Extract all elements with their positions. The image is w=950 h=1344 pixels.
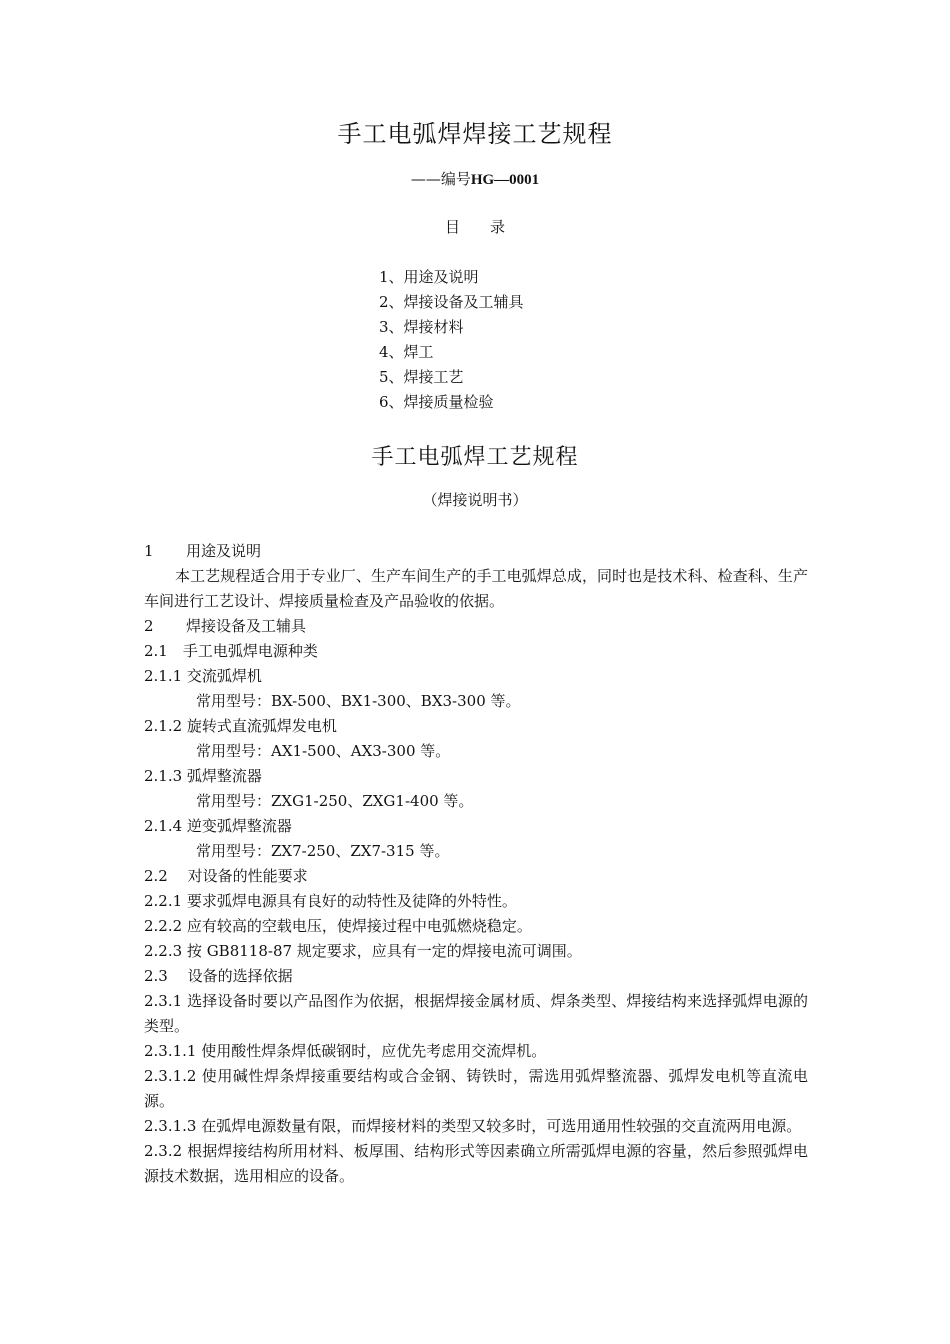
heading-2-1-2: 2.1.2 旋转式直流弧焊发电机 bbox=[144, 717, 337, 735]
heading-2-2: 2.2 对设备的性能要求 bbox=[144, 867, 308, 885]
item-2-3-2: 2.3.2 根据焊接结构所用材料、板厚围、结构形式等因素确立所需弧焊电源的容量，然后参照弧焊电源技术数据，选用相应的设备。 bbox=[144, 1142, 808, 1185]
models-2-1-2: 常用型号：AX1-500、AX3-300 等。 bbox=[196, 742, 451, 760]
toc-heading: 目录 bbox=[444, 218, 535, 236]
heading-2-1-4: 2.1.4 逆变弧焊整流器 bbox=[144, 817, 292, 835]
item-2-2-1: 2.2.1 要求弧焊电源具有良好的动特性及徒降的外特性。 bbox=[144, 892, 517, 910]
models-2-1-4: 常用型号：ZX7-250、ZX7-315 等。 bbox=[196, 842, 450, 860]
document-body bbox=[144, 539, 808, 1189]
section-doc-subtitle: （焊接说明书） bbox=[422, 491, 528, 509]
document-title: 手工电弧焊焊接工艺规程 bbox=[337, 120, 613, 148]
item-2-2-2: 2.2.2 应有较高的空载电压，使焊接过程中电弧燃烧稳定。 bbox=[144, 917, 532, 935]
toc-item: 4、焊工 bbox=[379, 343, 434, 361]
heading-2-1-3: 2.1.3 弧焊整流器 bbox=[144, 767, 262, 785]
heading-1-number: 1 bbox=[144, 542, 154, 560]
heading-1 bbox=[144, 539, 808, 564]
item-2-3-1-1: 2.3.1.1 使用酸性焊条焊低碳钢时，应优先考虑用交流焊机。 bbox=[144, 1042, 547, 1060]
item-2-3-1-2: 2.3.1.2 使用碱性焊条焊接重要结构或合金钢、铸铁时，需选用弧焊整流器、弧焊发电机等直流电源。 bbox=[144, 1067, 808, 1110]
heading-2-1-1: 2.1.1 交流弧焊机 bbox=[144, 667, 262, 685]
toc-item: 1、用途及说明 bbox=[379, 268, 479, 286]
toc-item: 5、焊接工艺 bbox=[379, 368, 464, 386]
item-2-3-1: 2.3.1 选择设备时要以产品图作为依据，根据焊接金属材质、焊条类型、焊接结构来选择弧焊电源的类型。 bbox=[144, 992, 808, 1035]
item-2-2-3: 2.2.3 按 GB8118-87 规定要求，应具有一定的焊接电流可调围。 bbox=[144, 942, 582, 960]
item-2-3-1-3: 2.3.1.3 在弧焊电源数量有限，而焊接材料的类型又较多时，可选用通用性较强的交直流两用电源。 bbox=[144, 1117, 802, 1135]
toc-item: 6、焊接质量检验 bbox=[379, 393, 494, 411]
document-code bbox=[0, 168, 950, 191]
models-2-1-3: 常用型号：ZXG1-250、ZXG1-400 等。 bbox=[196, 792, 474, 810]
heading-1-title: 用途及说明 bbox=[186, 542, 262, 560]
heading-2-title: 焊接设备及工辅具 bbox=[186, 617, 307, 635]
section-doc-title: 手工电弧焊工艺规程 bbox=[371, 445, 579, 470]
toc-item: 3、焊接材料 bbox=[379, 318, 464, 336]
document-code-prefix: ——编号 bbox=[410, 170, 471, 188]
models-2-1-1: 常用型号：BX-500、BX1-300、BX3-300 等。 bbox=[196, 692, 521, 710]
heading-2-1: 2.1 手工电弧焊电源种类 bbox=[144, 642, 318, 660]
paragraph-purpose: 本工艺规程适合用于专业厂、生产车间生产的手工电弧焊总成，同时也是技术科、检查科、生产车间进行工艺设计、焊接质量检查及产品验收的依据。 bbox=[144, 567, 808, 610]
toc-item: 2、焊接设备及工辅具 bbox=[379, 293, 524, 311]
heading-2-3: 2.3 设备的选择依据 bbox=[144, 967, 293, 985]
heading-2-number: 2 bbox=[144, 617, 154, 635]
document-code-value: HG—0001 bbox=[470, 172, 540, 188]
heading-2 bbox=[144, 614, 808, 639]
toc-list bbox=[379, 265, 524, 415]
